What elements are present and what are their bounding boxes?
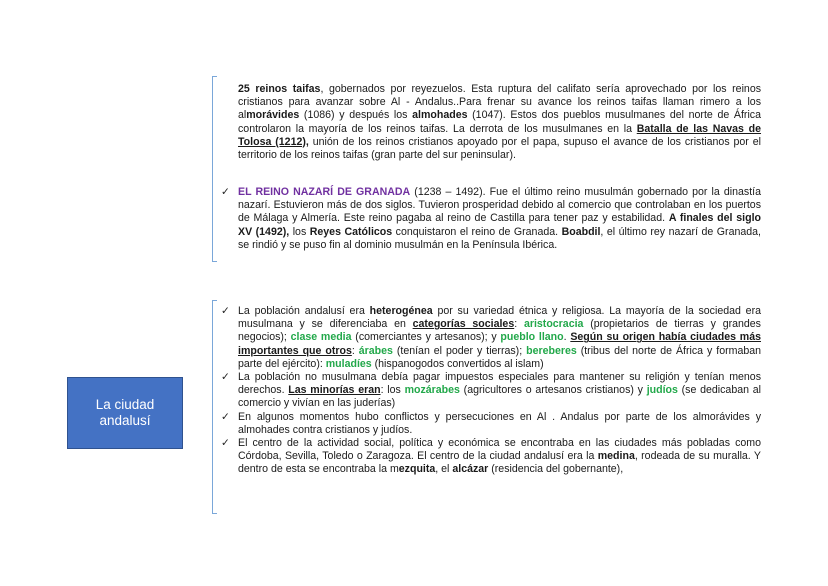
box-label	[96, 397, 155, 429]
text: (1086) y después los	[299, 109, 413, 122]
text: (residencia del gobernante),	[488, 463, 624, 476]
bracket-top	[212, 76, 217, 262]
bold-boabdil: Boabdil	[561, 225, 601, 238]
bold-alcazar: alcázar	[452, 463, 489, 476]
text: los	[289, 225, 310, 238]
list-item	[221, 437, 761, 477]
ciudad-andalusi-box	[67, 377, 183, 449]
bold-navas-de-tolosa: Batalla de las Navas de Tolosa (1212),	[238, 122, 762, 148]
text: El centro de la actividad social, política y económica se encontraba en las ciudades más pobladas como Córdoba, Sevilla, Toledo o Zaragoza. El centro de la ciudad andalusí era la	[238, 437, 761, 463]
text: , el	[435, 463, 453, 476]
text: , gobernados por reyezuelos. Esta ruptura del califato sería aprovechado por los reinos cristianos para avanzar sobre Al - Andalus..Para frenar su avance los reinos taifas llaman rimero a los al	[238, 83, 762, 122]
text: , el último rey nazarí de Granada, se rindió y se puso fin al dominio musulmán en la Península Ibérica.	[238, 225, 761, 251]
list-ciudad-andalusi	[221, 305, 761, 477]
bold-minorias: Las minorías eran	[288, 384, 381, 397]
paragraph-reinos-taifas	[238, 83, 761, 162]
text: (agricultores o artesanos cristianos) y	[459, 384, 647, 397]
text: La población andalusí era	[238, 305, 370, 317]
bold-reyes-catolicos: Reyes Católicos	[309, 225, 393, 238]
text: (tenían el poder y tierras);	[392, 344, 527, 357]
checkmark-icon: ✓	[221, 437, 230, 450]
checkmark-icon: ✓	[221, 410, 230, 423]
text: por su variedad étnica y religiosa. La mayoría de la sociedad era musulmana y se diferenciaba en	[238, 305, 761, 331]
text: unión de los reinos cristianos apoyado por el papa, supuso el avance de los cristianos por el territorio de los reinos taifas (gran parte del sur peninsular).	[238, 135, 761, 162]
list-item	[221, 371, 761, 411]
green-pueblo-llano: pueblo llano	[500, 331, 564, 344]
box-label-line2: andalusí	[99, 413, 151, 428]
bold-almohades: almohades	[412, 109, 468, 122]
text: conquistaron el reino de Granada.	[392, 225, 562, 238]
bold-medina: medina	[597, 450, 635, 463]
list-item	[221, 186, 761, 252]
list-item	[221, 411, 761, 437]
text: (se dedicaban al comercio y vivían en las juderías)	[238, 384, 761, 410]
text: En algunos momentos hubo conflictos y persecuciones en Al . Andalus por parte de los almorávides y almohades contra cristianos y judíos.	[238, 410, 761, 436]
green-arabes: árabes	[358, 344, 393, 357]
checkmark-icon: ✓	[221, 305, 230, 317]
heading-reino-nazari: EL REINO NAZARÍ DE GRANADA	[238, 186, 411, 198]
paragraph-reino-nazari	[221, 186, 761, 252]
text: La población no musulmana debía pagar impuestos especiales para mantener su religión y tenían menos derechos.	[238, 371, 761, 397]
bold-moravides: morávides	[246, 109, 300, 122]
text: (propietarios de tierras y grandes negocios);	[238, 318, 761, 344]
text: (hispanogodos convertidos al islam)	[371, 357, 544, 370]
bold-heterogenea: heterogénea	[369, 305, 433, 317]
green-mozarabes: mozárabes	[404, 384, 460, 397]
box-label-line1: La ciudad	[95, 397, 155, 412]
bold-categorias-sociales: categorías sociales	[412, 318, 515, 331]
bold-segun-su-origen: Según su origen había ciudades más importantes que otros	[238, 331, 761, 357]
list-item	[221, 305, 761, 371]
green-muladies: muladíes	[325, 357, 372, 370]
green-clase-media: clase media	[290, 331, 352, 344]
text: (1238 – 1492). Fue el último reino musulmán gobernado por la dinastía nazarí. Estuvieron más de dos siglos. Tuvieron prosperidad debido al comercio que controlaban en los puertos de Málaga y Almería. Este reino pagaba al reino de Castilla para tener paz y estabilidad.	[238, 186, 761, 225]
text: , rodeada de su muralla. Y dentro de esta se encontraba la m	[238, 450, 761, 476]
checkmark-icon: ✓	[221, 186, 230, 198]
bold-mezquita: ezquita	[398, 463, 436, 476]
bold-reinos-taifas: 25 reinos taifas	[238, 83, 321, 95]
bold-finales-siglo: A finales del siglo XV (1492),	[238, 212, 761, 238]
text: .	[563, 331, 571, 344]
checkmark-icon: ✓	[221, 371, 230, 384]
green-judios: judíos	[646, 384, 678, 397]
green-bereberes: bereberes	[526, 344, 577, 357]
text: (1047). Estos dos pueblos musulmanes del norte de África controlaron la mayoría de los reinos taifas. La derrota de los musulmanes en la	[238, 109, 761, 135]
bracket-bottom	[212, 300, 217, 514]
text: :	[514, 318, 524, 331]
text: :	[351, 344, 359, 357]
text: : los	[380, 384, 405, 397]
text: (tribus del norte de África y formaban parte del ejército):	[238, 344, 762, 370]
text: (comerciantes y artesanos); y	[351, 331, 501, 344]
green-aristocracia: aristocracia	[523, 318, 584, 331]
